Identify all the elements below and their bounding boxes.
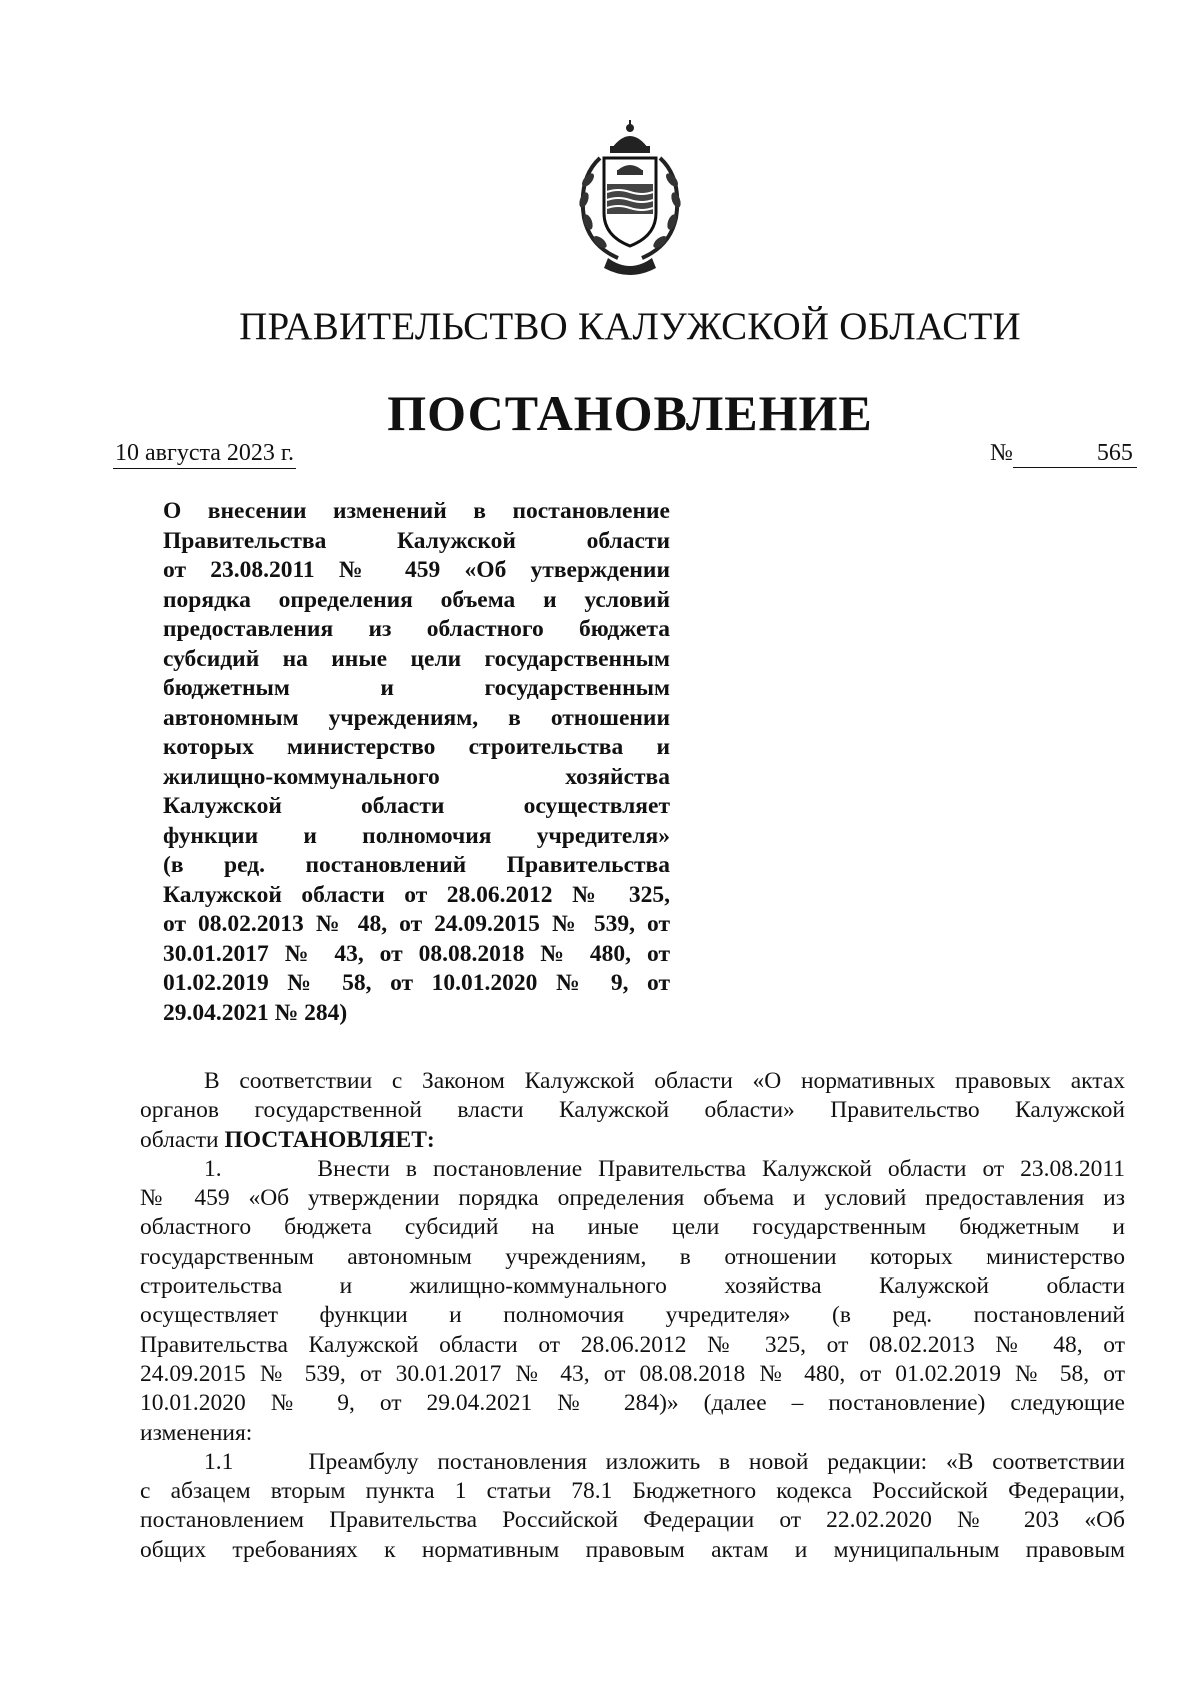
subject-line: порядка определения объема и условий [163,586,670,613]
document-number: 565 [1013,440,1137,468]
subject-line: от 23.08.2011 № 459 «Об утверждении [163,557,670,583]
item-1-1-line: постановлением Правительства Российской Федерации от 22.02.2020 № 203 «Об [140,1507,1125,1534]
item-1-line: изменения: [140,1419,253,1446]
item-1-line: 24.09.2015 № 539, от 30.01.2017 № 43, от 08.08.2018 № 480, от 01.02.2019 № 58, от [140,1360,1125,1387]
subject-line: бюджетным и государственным [163,675,670,701]
item-1-line: областного бюджета субсидий на иные цели государственным бюджетным и [140,1214,1125,1241]
subject-line: (в ред. постановлений Правительства [163,852,670,878]
resolves-keyword: ПОСТАНОВЛЯЕТ: [224,1126,435,1153]
document-body [140,1067,1125,1565]
preamble-line: органов государственной власти Калужской области» Правительство Калужской [140,1097,1125,1124]
item-1-line: осуществляет функции и полномочия учредителя» (в ред. постановлений [140,1302,1125,1329]
subject-line: О внесении изменений в постановление [163,498,670,524]
preamble-line: В соответствии с Законом Калужской области «О нормативных правовых актах [204,1068,1125,1094]
subject-line: предоставления из областного бюджета [163,616,670,642]
item-1-line: строительства и жилищно-коммунального хозяйства Калужской области [140,1273,1125,1300]
subject-line: функции и полномочия учредителя» [163,822,670,849]
subject-line: 29.04.2021 № 284) [163,999,348,1026]
document-number-block [990,440,1137,468]
item-1-line: № 459 «Об утверждении порядка определения объема и условий предоставления из [140,1185,1125,1212]
subject-line: автономным учреждениям, в отношении [163,704,670,731]
preamble-prefix: области [140,1126,225,1153]
subject-line: Калужской области от 28.06.2012 № 325, [163,881,670,908]
item-1-line: государственным автономным учреждениям, в отношении которых министерство [140,1243,1125,1270]
subject-line: 30.01.2017 № 43, от 08.08.2018 № 480, от [163,940,670,967]
document-type-title: ПОСТАНОВЛЕНИЕ [387,385,873,441]
subject-line: жилищно-коммунального хозяйства [163,763,670,790]
item-1-line: 10.01.2020 № 9, от 29.04.2021 № 284)» (далее – постановление) следующие [140,1390,1125,1417]
subject-line: 01.02.2019 № 58, от 10.01.2020 № 9, от [163,970,670,996]
subject-line: которых министерство строительства и [163,734,670,760]
kaluga-region-coat-of-arms-icon [560,118,700,278]
number-sign: № [990,440,1013,466]
item-1-1-first-line: 1.1 Преамбулу постановления изложить в новой редакции: «В соответствии [204,1448,1125,1475]
preamble-line [140,1126,1125,1155]
item-1-1-line: с абзацем вторым пункта 1 статьи 78.1 Бюджетного кодекса Российской Федерации, [140,1478,1125,1505]
document-subject [163,497,670,1028]
item-1-line: Правительства Калужской области от 28.06.2012 № 325, от 08.02.2013 № 48, от [140,1331,1125,1358]
subject-line: Правительства Калужской области [163,527,670,554]
item-1-1-line: общих требованиях к нормативным правовым актам и муниципальным правовым [140,1536,1125,1563]
subject-line: субсидий на иные цели государственным [163,645,670,672]
subject-line: от 08.02.2013 № 48, от 24.09.2015 № 539, от [163,911,670,937]
issuing-authority: ПРАВИТЕЛЬСТВО КАЛУЖСКОЙ ОБЛАСТИ [239,305,1021,348]
document-date: 10 августа 2023 г. [113,440,296,469]
item-1-first-line: 1. Внести в постановление Правительства Калужской области от 23.08.2011 [204,1155,1125,1182]
subject-line: Калужской области осуществляет [163,793,670,819]
